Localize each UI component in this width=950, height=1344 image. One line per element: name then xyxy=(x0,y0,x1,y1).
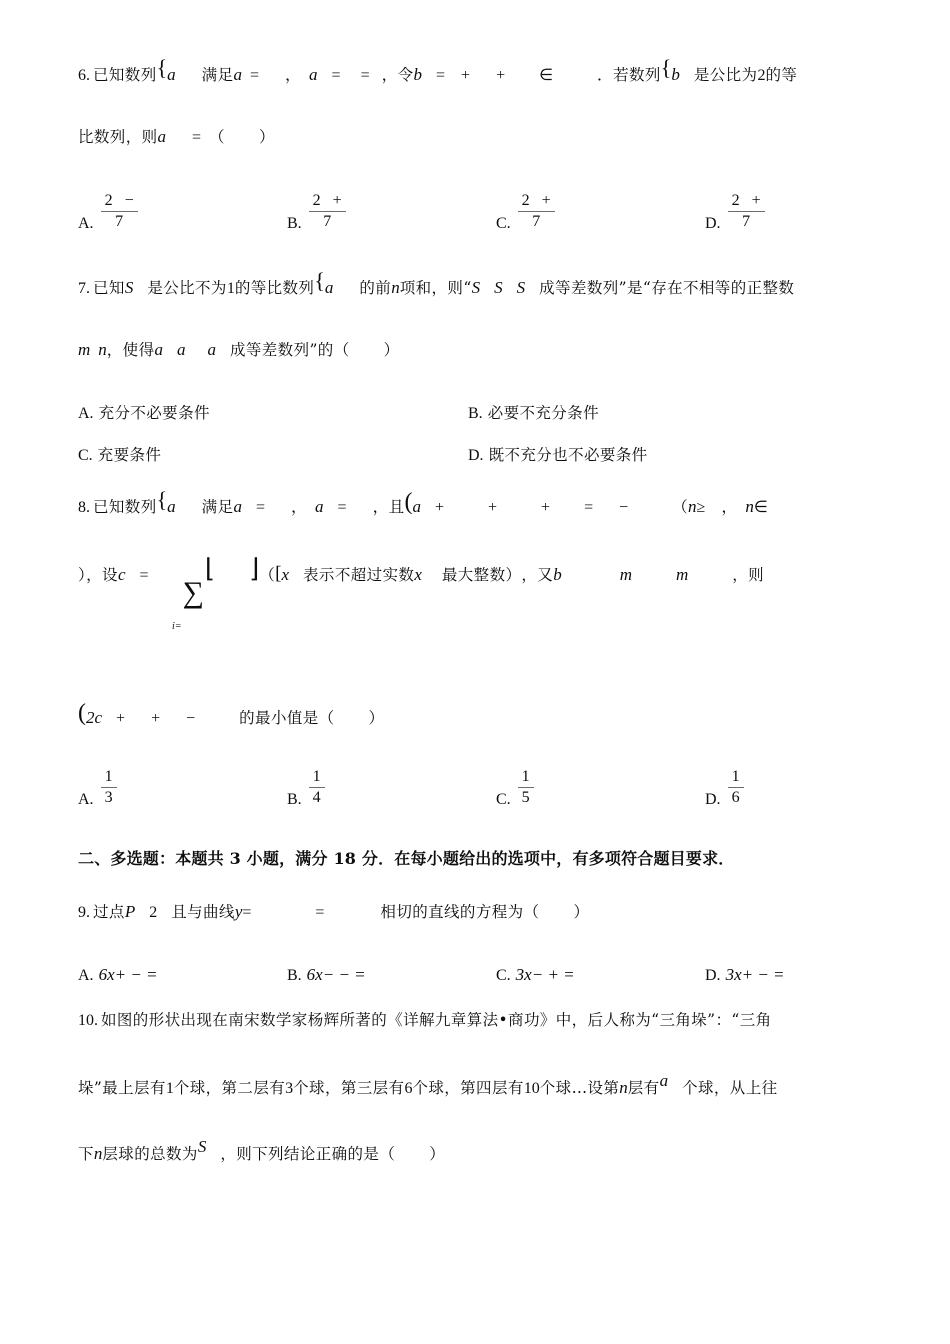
q9-eq-2: = xyxy=(315,903,325,921)
q8-option-b-numerator: 1 xyxy=(309,768,325,788)
q9-option-b-expression: 6x− − = xyxy=(306,964,366,984)
q8-eq-2: = xyxy=(337,499,347,516)
q8-text-h: 最大整数） xyxy=(441,566,522,584)
q8-option-d[interactable] xyxy=(705,767,746,809)
q8-option-c-label: C. xyxy=(496,790,511,808)
q7-var-a1: a xyxy=(154,340,163,359)
q8-eq-3: = xyxy=(584,499,594,516)
q6-option-c-fraction xyxy=(518,192,555,231)
q8-var-b: b xyxy=(553,565,562,584)
q7-text-b: 是公比不为 xyxy=(147,279,227,297)
q6-option-b-fraction xyxy=(309,192,346,231)
q8-text-i: ，又 xyxy=(521,566,554,584)
q8-var-a2: a xyxy=(233,497,242,516)
question-9-options xyxy=(78,955,878,985)
q7-value-one: 1 xyxy=(226,280,235,297)
gap-before-section-2 xyxy=(78,815,878,851)
q7-text-g: ，使得 xyxy=(106,341,155,359)
q7-var-m: m xyxy=(78,340,91,359)
q7-spacer-3 xyxy=(78,423,878,435)
q8-text-g: 表示不超过实数 xyxy=(303,566,415,584)
q8-option-c-denominator: 5 xyxy=(521,788,530,806)
q7-text-h: 成等差数列”的（ xyxy=(229,341,350,359)
section-2-heading-line xyxy=(78,848,878,881)
q7-option-b-text: 必要不充分条件 xyxy=(487,404,599,422)
q8-minus-2: − xyxy=(186,709,196,727)
q8-option-c-fraction xyxy=(518,768,534,807)
q8-var-n2: n xyxy=(745,497,754,516)
question-7-number: 7. xyxy=(78,280,90,297)
q7-var-S: S xyxy=(124,278,134,297)
q10-text-k: ，则下列结论正确的是（ xyxy=(220,1144,396,1163)
q9-option-c-expression: 3x− + = xyxy=(515,964,575,984)
q8-option-b-fraction xyxy=(309,768,325,807)
q8-comma-3: ， xyxy=(721,499,738,516)
q7-option-a-label: A. xyxy=(78,405,94,422)
q9-var-P: P xyxy=(124,901,136,921)
q7-text-e: 项和，则 xyxy=(399,279,464,297)
q8-plus-5: + xyxy=(151,709,161,727)
q8-spacer-2 xyxy=(78,668,878,704)
q8-option-b[interactable] xyxy=(287,767,496,809)
q8-spacer-3 xyxy=(78,734,878,770)
q8-option-c[interactable] xyxy=(496,767,705,809)
q8-brace-open: { xyxy=(156,487,168,512)
question-10 xyxy=(78,1010,878,1175)
q9-option-c[interactable] xyxy=(496,965,705,985)
q7-var-a3: a xyxy=(207,340,216,359)
q6-var-a: a xyxy=(167,65,176,84)
q8-text-f: （ xyxy=(259,566,276,584)
q7-option-c[interactable] xyxy=(78,443,468,465)
q9-text-d: ） xyxy=(573,902,590,921)
q7-option-d[interactable] xyxy=(468,443,648,465)
q7-spacer-1 xyxy=(78,305,878,341)
q6-text-e: 是公比为 xyxy=(693,66,758,84)
q6-spacer-1 xyxy=(78,92,878,128)
q6-option-c-label: C. xyxy=(496,215,511,232)
q8-text-j: ，则 xyxy=(732,566,765,584)
question-6-line-2 xyxy=(78,128,878,158)
question-8-line-3 xyxy=(78,699,878,734)
q8-paren-open-2: ( xyxy=(78,699,86,726)
q6-var-a3: a xyxy=(309,65,318,84)
section-2-heading: 二、多选题：本题共 3 小题，满分 18 分．在每小题给出的选项中，有多项符合题目要求． xyxy=(78,848,735,868)
question-9-number: 9. xyxy=(78,903,90,921)
q8-plus-3: + xyxy=(541,499,551,516)
q6-spacer-2 xyxy=(78,158,878,194)
q6-paren-open: （ xyxy=(209,128,225,146)
q6-ratio-value: 2 xyxy=(757,67,766,84)
q8-text-e: ），设 xyxy=(78,566,118,584)
q8-text-c: 且 xyxy=(388,498,405,516)
q6-option-d-fraction xyxy=(728,192,765,231)
q6-paren-close: ） xyxy=(258,128,275,146)
q8-option-a-numerator: 1 xyxy=(101,768,117,788)
q8-eq-1: = xyxy=(255,499,266,516)
q6-text-a: 已知数列 xyxy=(93,66,157,84)
q9-value-2: 2 xyxy=(149,903,158,921)
q7-option-c-label: C. xyxy=(78,447,93,464)
q10-text-e: 个球，第四层有 xyxy=(412,1078,524,1097)
q10-var-S: S xyxy=(197,1136,207,1156)
question-6-number: 6. xyxy=(78,67,90,84)
q8-option-d-label: D. xyxy=(705,790,721,808)
q8-option-a-fraction xyxy=(101,768,117,807)
q8-spacer-1 xyxy=(78,523,878,559)
q8-sigma-lower-limit: i= xyxy=(171,620,182,632)
q8-var-a4: a xyxy=(412,497,421,516)
q8-text-l: ） xyxy=(368,708,385,727)
q8-geq: ≥ xyxy=(696,499,706,516)
q7-text-d: 的前 xyxy=(359,279,392,297)
q6-text-g: 比数列，则 xyxy=(78,128,158,146)
q6-text-c: 令 xyxy=(397,66,414,84)
q10-text-i: 下 xyxy=(78,1144,94,1163)
question-7-line-2 xyxy=(78,341,878,371)
q6-var-a2: a xyxy=(233,65,242,84)
q8-var-x2: x xyxy=(414,565,422,584)
q6-option-d-denominator: 7 xyxy=(742,213,751,230)
q6-option-a-label: A. xyxy=(78,215,94,232)
q10-text-h: 个球，从上往 xyxy=(682,1078,778,1097)
question-7-options-row-1 xyxy=(78,393,878,423)
q6-eq-3: = xyxy=(360,67,370,84)
q8-plus-1: + xyxy=(434,499,445,516)
q10-var-n2: n xyxy=(93,1143,103,1163)
q6-eq-1: = xyxy=(249,67,260,84)
q6-period: ． xyxy=(597,67,614,84)
q8-option-b-denominator: 4 xyxy=(312,788,321,806)
q9-option-a-expression: 6x+ − = xyxy=(98,964,158,984)
q10-count-layer-4: 10 xyxy=(523,1079,540,1097)
q7-var-n: n xyxy=(391,278,400,297)
q10-var-n: n xyxy=(619,1077,628,1097)
question-8-line-1 xyxy=(78,487,878,523)
q6-in-symbol: ∈ xyxy=(539,67,554,84)
page-content xyxy=(78,55,878,1181)
q9-option-a-label: A. xyxy=(78,966,94,984)
q8-sigma-glyph: ∑ xyxy=(182,575,204,609)
q7-var-S2: S xyxy=(494,278,503,297)
q6-option-d-label: D. xyxy=(705,215,721,232)
q8-summation-symbol xyxy=(150,564,204,665)
q9-text-b: 且与曲线 xyxy=(171,902,235,921)
q6-comma-2: ， xyxy=(381,67,398,84)
q9-option-d[interactable] xyxy=(705,965,785,985)
q9-option-d-label: D. xyxy=(705,966,721,984)
q9-option-d-expression: 3x+ − = xyxy=(725,964,785,984)
q8-option-a-label: A. xyxy=(78,790,94,808)
question-10-line-2 xyxy=(78,1070,878,1109)
q6-option-b[interactable] xyxy=(287,194,496,233)
q7-var-a2: a xyxy=(176,340,186,359)
q6-brace-open-2: { xyxy=(660,55,672,80)
q6-plus-2: + xyxy=(496,67,506,84)
q7-option-d-text: 既不充分也不必要条件 xyxy=(488,446,648,464)
gap-after-q7 xyxy=(78,471,878,493)
question-8-number: 8. xyxy=(78,499,90,516)
q6-option-c-denominator: 7 xyxy=(532,213,541,230)
q7-option-d-label: D. xyxy=(468,447,484,464)
q8-var-x: x xyxy=(281,565,290,584)
q8-text-k: 的最小值是（ xyxy=(239,708,335,727)
q6-option-b-numerator: 2 + xyxy=(309,192,346,212)
q6-var-b2: b xyxy=(671,65,680,84)
gap-after-q6 xyxy=(78,239,878,275)
q6-comma-1: ， xyxy=(285,67,302,84)
q7-text-i: ） xyxy=(383,341,400,359)
q6-brace-open: { xyxy=(156,55,168,80)
question-10-line-3 xyxy=(78,1136,878,1175)
q6-text-b: 满足 xyxy=(201,66,234,84)
q10-text-d: 个球，第三层有 xyxy=(293,1078,405,1097)
q10-count-layer-2: 3 xyxy=(285,1079,294,1097)
question-10-line-1 xyxy=(78,1010,878,1043)
q8-paren-open: ( xyxy=(404,489,413,515)
q7-option-a-text: 充分不必要条件 xyxy=(98,404,210,422)
q8-var-c: c xyxy=(117,565,126,584)
question-10-number: 10. xyxy=(78,1011,98,1029)
q6-text-f: 的等 xyxy=(765,66,798,84)
q9-option-b-label: B. xyxy=(287,966,302,984)
q7-var-n2: n xyxy=(98,340,107,359)
q10-text-g: 层有 xyxy=(627,1078,660,1097)
q8-expr-2c: 2c xyxy=(86,707,103,727)
gap-after-q9 xyxy=(78,991,878,1013)
q8-bracket-open: [ xyxy=(275,563,282,584)
q8-minus-1: − xyxy=(619,499,629,516)
q7-option-b[interactable] xyxy=(468,401,599,423)
q10-text-a: 如图的形状出现在南宋数学家杨辉所著的《详解九章算法•商功》中，后人称为“三角垛”：“三角 xyxy=(101,1010,772,1029)
q6-option-b-denominator: 7 xyxy=(323,213,332,230)
q9-option-a[interactable] xyxy=(78,965,287,985)
q8-option-d-fraction xyxy=(728,768,744,807)
q10-text-j: 层球的总数为 xyxy=(102,1144,198,1163)
q8-plus-4: + xyxy=(116,709,126,727)
question-8-options xyxy=(78,767,878,809)
question-9-line-1 xyxy=(78,903,878,933)
q10-count-layer-1: 1 xyxy=(165,1079,174,1097)
q9-var-y: y xyxy=(234,901,243,921)
q8-floor-open: ⌊ xyxy=(204,554,216,583)
q7-text-a: 已知 xyxy=(93,279,125,297)
q6-var-a4: a xyxy=(157,127,167,146)
q6-plus-1: + xyxy=(461,67,471,84)
q6-option-d[interactable] xyxy=(705,194,767,233)
q10-var-a: a xyxy=(659,1070,669,1090)
q7-quote-open: “ xyxy=(463,279,472,297)
question-9 xyxy=(78,903,878,985)
question-7-line-1 xyxy=(78,268,878,305)
q9-option-b[interactable] xyxy=(287,965,496,985)
q8-text-b: 满足 xyxy=(201,498,234,516)
q8-text-d: （ xyxy=(672,498,689,516)
question-8 xyxy=(78,487,878,809)
q9-spacer-1 xyxy=(78,933,878,955)
question-7-options-row-2 xyxy=(78,435,878,465)
question-8-line-2 xyxy=(78,554,878,668)
q7-var-S3: S xyxy=(516,278,526,297)
q8-option-b-label: B. xyxy=(287,790,302,808)
q8-var-a: a xyxy=(167,497,176,516)
q6-var-b: b xyxy=(413,65,423,84)
q8-var-n: n xyxy=(688,497,697,516)
q8-var-a3: a xyxy=(315,497,324,516)
q6-option-c-numerator: 2 + xyxy=(518,192,555,212)
q6-option-b-label: B. xyxy=(287,215,302,232)
q6-text-d: 若数列 xyxy=(613,66,661,84)
q8-in: ∈ xyxy=(753,499,768,516)
q7-text-f: 成等差数列”是“存在不相等的正整数 xyxy=(539,279,795,297)
q10-text-b: 垛”最上层有 xyxy=(78,1078,166,1097)
q6-option-a-denominator: 7 xyxy=(115,213,124,230)
q8-option-d-denominator: 6 xyxy=(731,788,740,806)
q6-option-c[interactable] xyxy=(496,194,705,233)
q7-option-c-text: 充要条件 xyxy=(97,446,162,464)
q7-spacer-2 xyxy=(78,371,878,393)
q10-count-layer-3: 6 xyxy=(404,1079,413,1097)
question-6 xyxy=(78,55,878,233)
q8-eq-4: = xyxy=(139,567,149,584)
q7-brace-open: { xyxy=(314,268,325,293)
q8-plus-2: + xyxy=(488,499,498,516)
q8-option-c-numerator: 1 xyxy=(518,768,534,788)
q6-eq-2: = xyxy=(331,67,341,84)
q6-option-a-fraction xyxy=(101,192,138,231)
q7-option-b-label: B. xyxy=(468,405,483,422)
q6-eq-5: = xyxy=(192,129,202,146)
q9-text-a: 过点 xyxy=(93,902,125,921)
q8-var-m: m xyxy=(619,565,632,584)
q9-option-c-label: C. xyxy=(496,966,511,984)
q10-text-c: 个球，第二层有 xyxy=(173,1078,286,1097)
q8-option-a[interactable] xyxy=(78,767,287,809)
q8-var-m2: m xyxy=(675,565,689,584)
q9-text-c: 相切的直线的方程为（ xyxy=(380,902,540,921)
question-7 xyxy=(78,268,878,465)
question-6-line-1 xyxy=(78,55,878,92)
q9-eq-1: = xyxy=(242,903,252,921)
q8-floor-close: ⌋ xyxy=(249,554,260,583)
gap-after-section-heading xyxy=(78,881,878,903)
q6-option-a[interactable] xyxy=(78,194,287,233)
q8-comma-1: ， xyxy=(291,499,308,516)
q10-text-l: ） xyxy=(429,1144,446,1163)
q6-eq-4: = xyxy=(436,67,446,84)
q7-text-c: 的等比数列 xyxy=(234,279,315,297)
q7-var-a: a xyxy=(324,278,334,297)
q10-text-f: 个球…设第 xyxy=(539,1078,620,1097)
q6-option-d-numerator: 2 + xyxy=(728,192,765,212)
q6-option-a-numerator: 2 − xyxy=(101,192,138,212)
q8-comma-2: ， xyxy=(372,499,389,516)
question-6-options xyxy=(78,194,878,233)
q8-text-a: 已知数列 xyxy=(93,498,157,516)
q10-spacer-1 xyxy=(78,1043,878,1079)
q8-option-a-denominator: 3 xyxy=(104,788,113,806)
q7-option-a[interactable] xyxy=(78,401,468,423)
q8-option-d-numerator: 1 xyxy=(728,768,744,788)
q7-var-S1: S xyxy=(471,278,481,297)
